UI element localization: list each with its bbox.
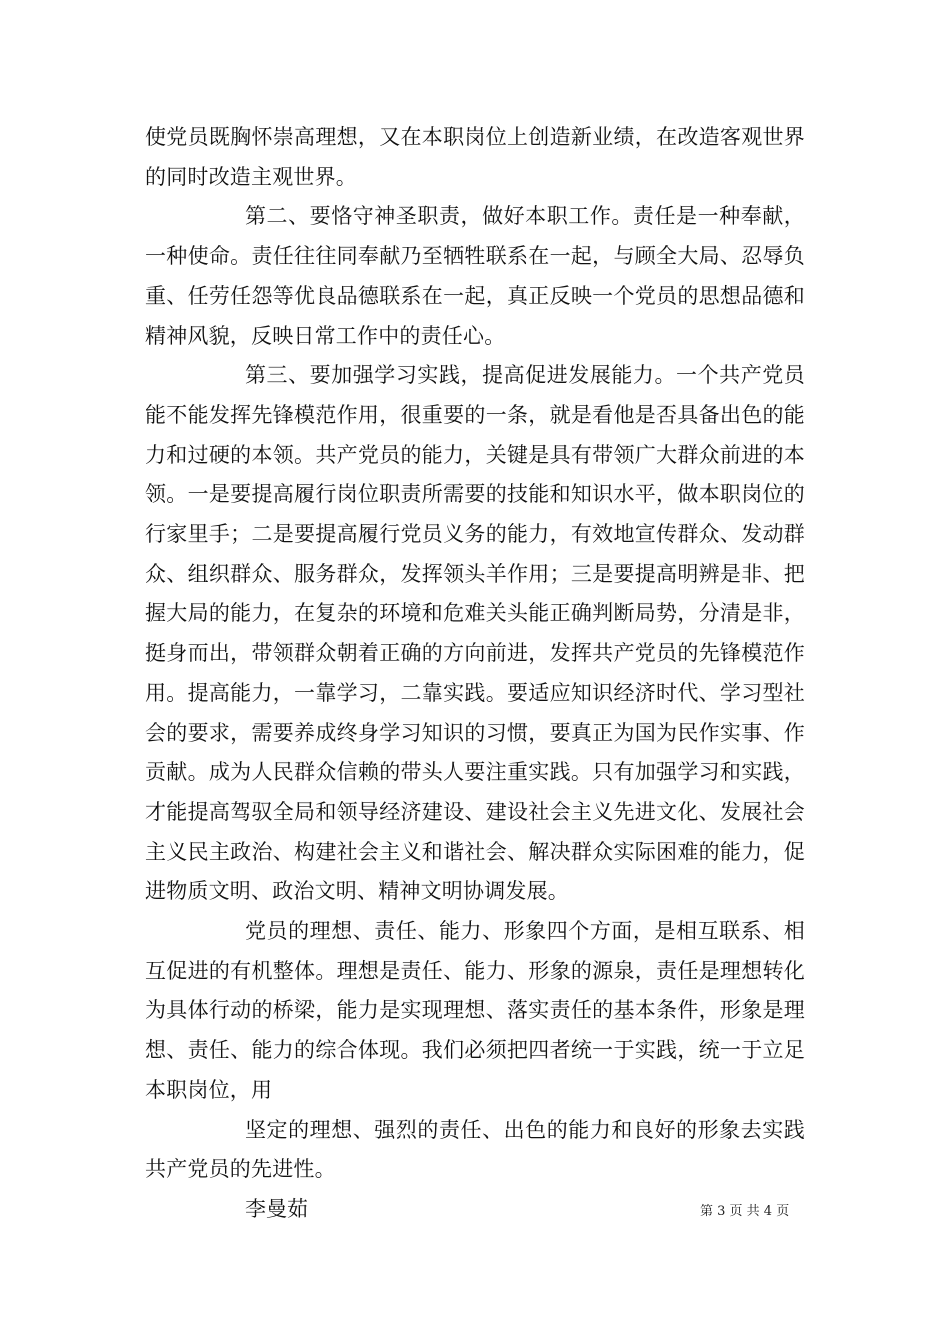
paragraph-1: 使党员既胸怀崇高理想，又在本职岗位上创造新业绩，在改造客观世界的同时改造主观世界。 [145, 125, 805, 189]
paragraph-4: 党员的理想、责任、能力、形象四个方面，是相互联系、相互促进的有机整体。理想是责任、能力、形象的源泉，责任是理想转化为具体行动的桥梁，能力是实现理想、落实责任的基本条件，形象是理想、责任、能力的综合体现。我们必须把四者统一于实践，统一于立足本职岗位，用 [145, 919, 805, 1102]
paragraph-3: 第三、要加强学习实践，提高促进发展能力。一个共产党员能不能发挥先锋模范作用，很重要的一条，就是看他是否具备出色的能力和过硬的本领。共产党员的能力，关键是具有带领广大群众前进的本领。一是要提高履行岗位职责所需要的技能和知识水平，做本职岗位的行家里手；二是要提高履行党员义务的能力，有效地宣传群众、发动群众、组织群众、服务群众，发挥领头羊作用；三是要提高明辨是非、把握大局的能力，在复杂的环境和危难关头能正确判断局势，分清是非，挺身而出，带领群众朝着正确的方向前进，发挥共产党员的先锋模范作用。提高能力，一靠学习，二靠实践。要适应知识经济时代、学习型社会的要求，需要养成终身学习知识的习惯，要真正为国为民作实事、作贡献。成为人民群众信赖的带头人要注重实践。只有加强学习和实践，才能提高驾驭全局和领导经济建设、建设社会主义先进文化、发展社会主义民主政治、构建社会主义和谐社会、解决群众实际困难的能力，促进物质文明、政治文明、精神文明协调发展。 [145, 363, 805, 904]
document-body [145, 118, 805, 1230]
paragraph-2: 第二、要恪守神圣职责，做好本职工作。责任是一种奉献，一种使命。责任往往同奉献乃至牺牲联系在一起，与顾全大局、忍辱负重、任劳任怨等优良品德联系在一起，真正反映一个党员的思想品德和精神风貌，反映日常工作中的责任心。 [145, 204, 805, 348]
author-signature: 李曼茹 [245, 1196, 308, 1221]
paragraph-5: 坚定的理想、强烈的责任、出色的能力和良好的形象去实践共产党员的先进性。 [145, 1117, 805, 1182]
page-footer: 第 3 页 共 4 页 [700, 1204, 790, 1219]
